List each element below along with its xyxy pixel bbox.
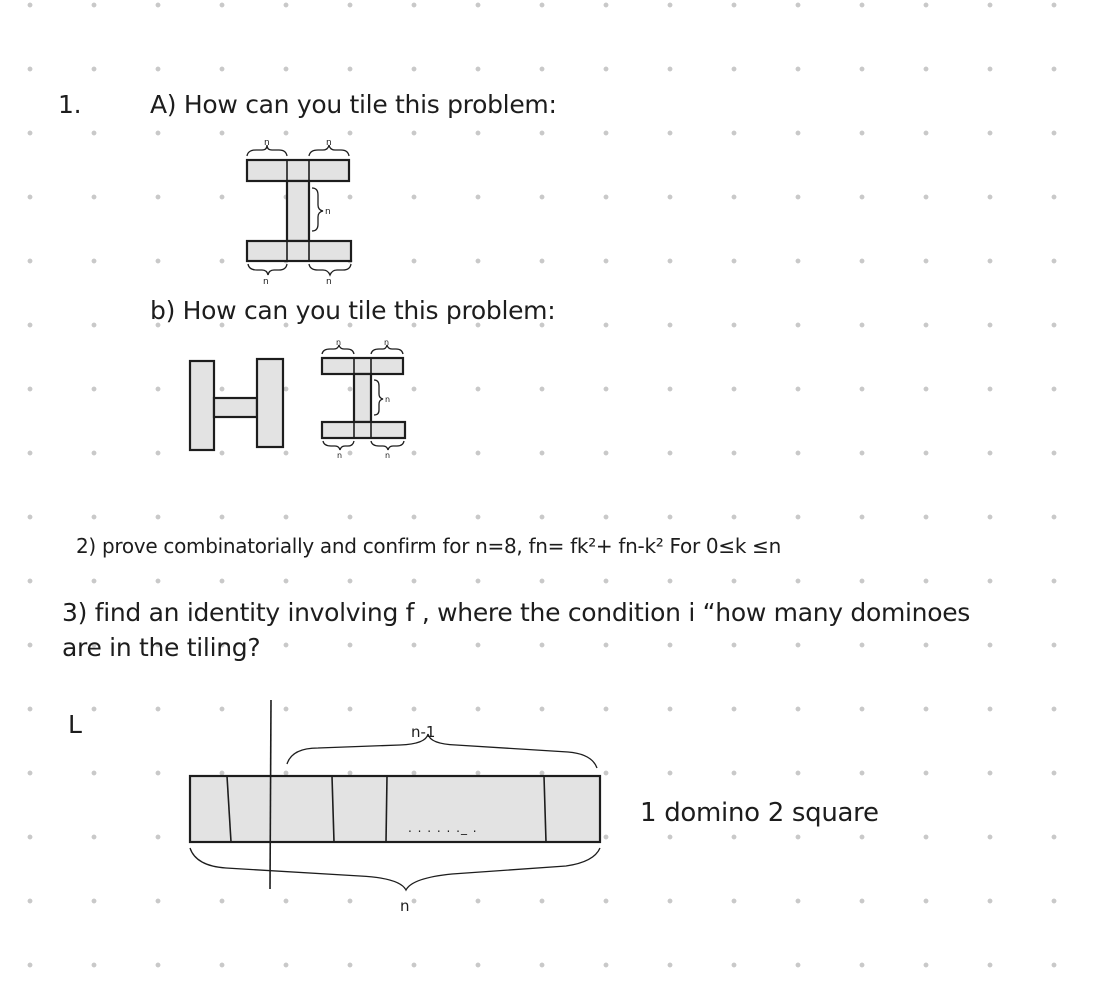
brace-label-b-side: n	[385, 395, 391, 404]
figure-a-i-shape	[247, 138, 351, 287]
brace-label-a-side: n	[325, 207, 331, 217]
split-line	[270, 700, 271, 889]
problem-3-line-1: 3) find an identity involving f , where the condition i “how many dominoes	[62, 598, 971, 627]
problem-1a-text: A) How can you tile this problem:	[150, 90, 557, 119]
figure-b-right-post	[257, 359, 283, 447]
brace-label-a-bottom-left: n	[263, 277, 269, 287]
figure-b-top-bar	[322, 358, 403, 374]
problem-1-number: 1.	[58, 90, 82, 119]
brace-label-b-top-left: n	[336, 338, 342, 347]
brace-label-b-top-right: n	[384, 338, 390, 347]
tiling-strip	[190, 700, 600, 915]
figure-a-top-bar	[247, 160, 349, 181]
problem-2-text: 2) prove combinatorially and confirm for n=8, fn= fk²+ fn-k² For 0≤k ≤n	[76, 534, 781, 558]
brace-label-b-bottom-right: n	[385, 451, 391, 460]
tile-divider	[386, 776, 387, 842]
problem-3-line-2: are in the tiling?	[62, 633, 261, 662]
top-brace	[287, 734, 597, 768]
figure-b-crossbar	[214, 398, 257, 417]
tiling-rectangle	[190, 776, 600, 842]
figure-b-stem	[354, 374, 371, 422]
top-brace-label: n-1	[411, 723, 436, 741]
figure-b-bottom-bar	[322, 422, 405, 438]
side-note: 1 domino 2 square	[640, 798, 879, 828]
bottom-brace-label: n	[400, 897, 410, 915]
figure-b-i-shape	[322, 338, 405, 460]
figure-b-left-post	[190, 361, 214, 450]
problem-1b-text: b) How can you tile this problem:	[150, 296, 556, 325]
brace-label-a-bottom-right: n	[326, 277, 332, 287]
figure-a-bottom-bar	[247, 241, 351, 261]
brace-label-b-bottom-left: n	[337, 451, 343, 460]
bottom-brace	[190, 848, 600, 890]
figure-a-stem	[287, 181, 309, 241]
figure-b-h-shape	[190, 359, 283, 450]
ellipsis-dots: . . . . . ._ .	[408, 821, 478, 835]
work-mark: L	[68, 710, 82, 739]
brace-label-a-top-left: n	[264, 138, 270, 148]
brace-label-a-top-right: n	[326, 138, 332, 148]
